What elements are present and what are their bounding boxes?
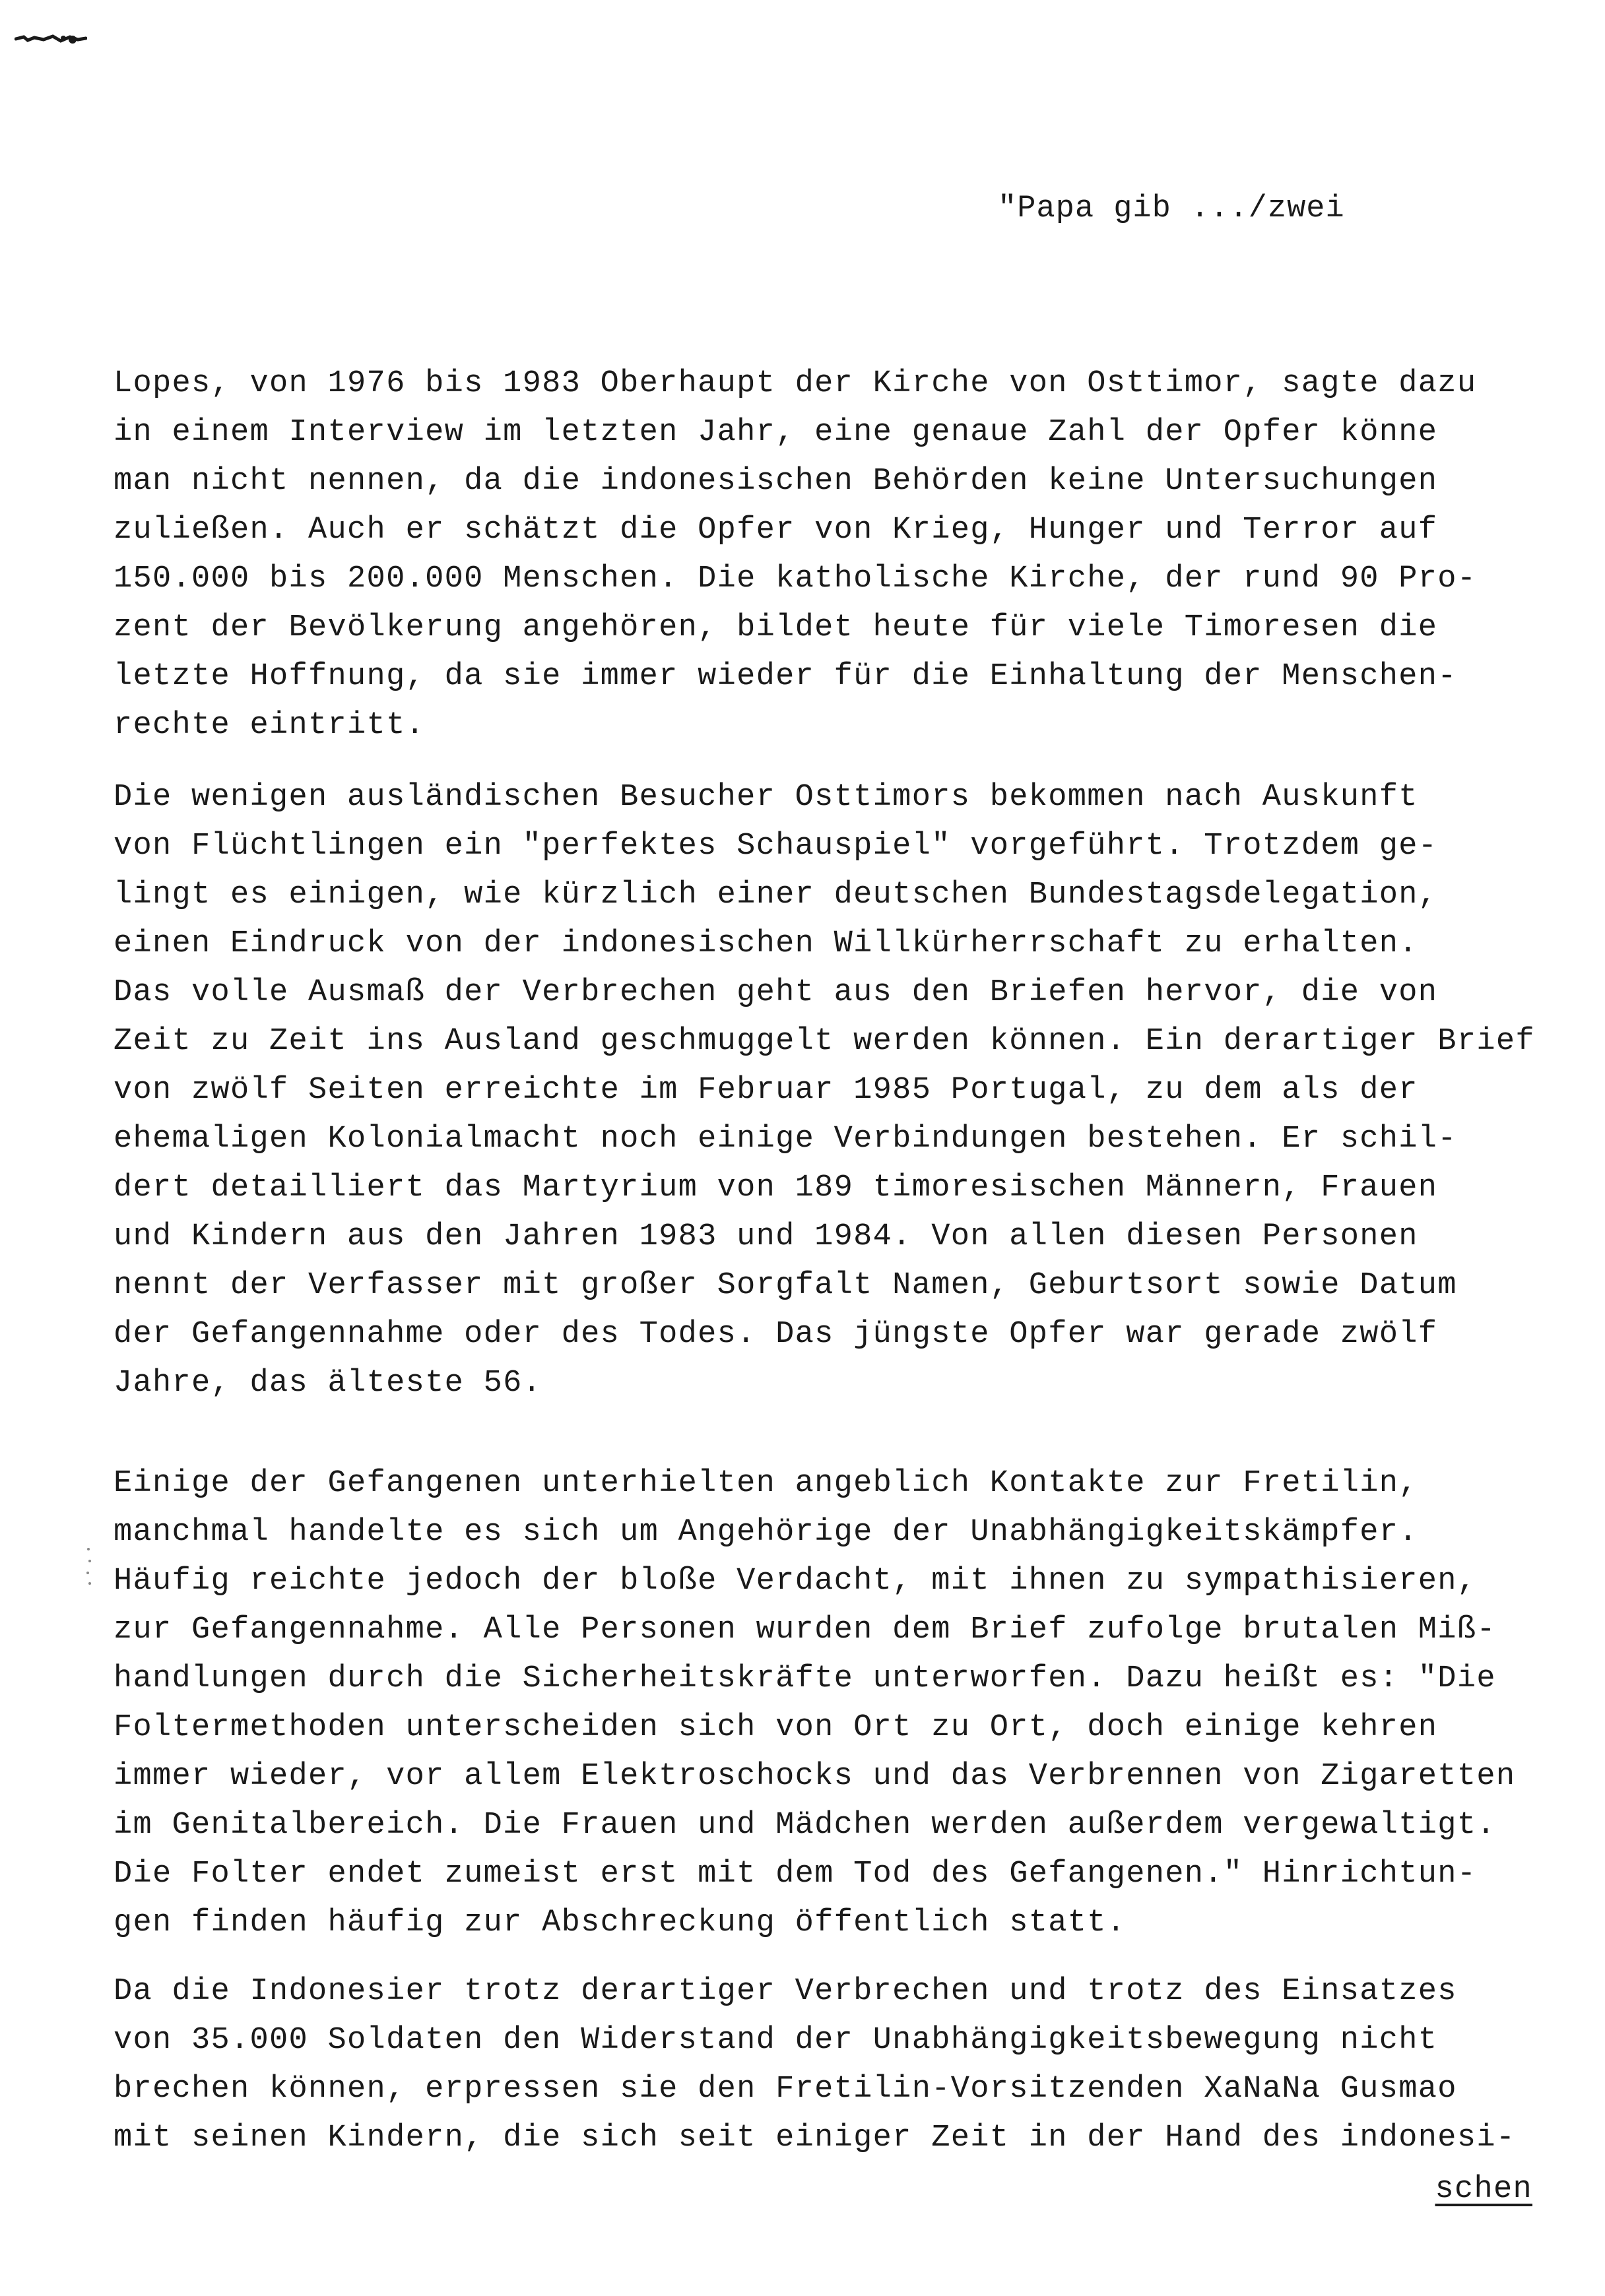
paragraph-2 bbox=[114, 773, 1546, 1408]
text-line: letzte Hoffnung, da sie immer wieder für die Einhaltung der Menschen- bbox=[114, 659, 1457, 694]
text-line: im Genitalbereich. Die Frauen und Mädchen werden außerdem vergewaltigt. bbox=[114, 1808, 1496, 1843]
text-line: handlungen durch die Sicherheitskräfte unterworfen. Dazu heißt es: "Die bbox=[114, 1661, 1496, 1696]
text-line: zur Gefangennahme. Alle Personen wurden dem Brief zufolge brutalen Miß- bbox=[114, 1612, 1496, 1647]
text-line: Zeit zu Zeit ins Ausland geschmuggelt werden können. Ein derartiger Brief bbox=[114, 1024, 1535, 1059]
text-line: Die Folter endet zumeist erst mit dem Tod des Gefangenen." Hinrichtun- bbox=[114, 1857, 1477, 1892]
text-line: Die wenigen ausländischen Besucher Osttimors bekommen nach Auskunft bbox=[114, 780, 1418, 815]
text-line: immer wieder, vor allem Elektroschocks und das Verbrennen von Zigaretten bbox=[114, 1759, 1516, 1794]
text-line: brechen können, erpressen sie den Fretilin-Vorsitzenden XaNaNa Gusmao bbox=[114, 2072, 1457, 2107]
text-line: in einem Interview im letzten Jahr, eine genaue Zahl der Opfer könne bbox=[114, 415, 1438, 450]
paragraph-4 bbox=[114, 1967, 1546, 2163]
text-line: von 35.000 Soldaten den Widerstand der Unabhängigkeitsbewegung nicht bbox=[114, 2023, 1438, 2058]
text-line: Häufig reichte jedoch der bloße Verdacht, mit ihnen zu sympathisieren, bbox=[114, 1564, 1477, 1599]
text-line: einen Eindruck von der indonesischen Willkürherrschaft zu erhalten. bbox=[114, 926, 1418, 961]
paragraph-3 bbox=[114, 1459, 1546, 1948]
text-line: mit seinen Kindern, die sich seit einiger Zeit in der Hand des indonesi- bbox=[114, 2121, 1516, 2155]
text-line: zent der Bevölkerung angehören, bildet heute für viele Timoresen die bbox=[114, 610, 1438, 645]
paragraph-1 bbox=[114, 360, 1546, 750]
page-header: "Papa gib .../zwei bbox=[998, 191, 1345, 226]
text-line: ehemaligen Kolonialmacht noch einige Verbindungen bestehen. Er schil- bbox=[114, 1122, 1457, 1157]
text-line: lingt es einigen, wie kürzlich einer deutschen Bundestagsdelegation, bbox=[114, 877, 1438, 912]
text-line: Da die Indonesier trotz derartiger Verbrechen und trotz des Einsatzes bbox=[114, 1974, 1457, 2009]
text-line: gen finden häufig zur Abschreckung öffentlich statt. bbox=[114, 1905, 1127, 1940]
margin-dots-mark bbox=[84, 1544, 94, 1590]
text-line: von zwölf Seiten erreichte im Februar 1985 Portugal, zu dem als der bbox=[114, 1073, 1418, 1108]
text-line: manchmal handelte es sich um Angehörige der Unabhängigkeitskämpfer. bbox=[114, 1515, 1418, 1550]
continuation-word: schen bbox=[1435, 2172, 1532, 2207]
text-line: und Kindern aus den Jahren 1983 und 1984. Von allen diesen Personen bbox=[114, 1219, 1418, 1254]
text-line: Foltermethoden unterscheiden sich von Ort zu Ort, doch einige kehren bbox=[114, 1710, 1438, 1745]
text-line: der Gefangennahme oder des Todes. Das jüngste Opfer war gerade zwölf bbox=[114, 1317, 1438, 1352]
text-line: man nicht nennen, da die indonesischen Behörden keine Untersuchungen bbox=[114, 464, 1438, 499]
text-line: Lopes, von 1976 bis 1983 Oberhaupt der Kirche von Osttimor, sagte dazu bbox=[114, 366, 1477, 401]
ink-smudge-mark bbox=[15, 32, 87, 46]
text-line: Jahre, das älteste 56. bbox=[114, 1366, 542, 1401]
text-line: 150.000 bis 200.000 Menschen. Die katholische Kirche, der rund 90 Pro- bbox=[114, 561, 1477, 596]
text-line: Einige der Gefangenen unterhielten angeblich Kontakte zur Fretilin, bbox=[114, 1466, 1418, 1501]
text-line: dert detailliert das Martyrium von 189 timoresischen Männern, Frauen bbox=[114, 1170, 1438, 1205]
text-line: von Flüchtlingen ein "perfektes Schauspiel" vorgeführt. Trotzdem ge- bbox=[114, 829, 1438, 864]
text-line: Das volle Ausmaß der Verbrechen geht aus den Briefen hervor, die von bbox=[114, 975, 1438, 1010]
text-line: rechte eintritt. bbox=[114, 708, 426, 743]
text-line: nennt der Verfasser mit großer Sorgfalt Namen, Geburtsort sowie Datum bbox=[114, 1268, 1457, 1303]
text-line: zuließen. Auch er schätzt die Opfer von Krieg, Hunger und Terror auf bbox=[114, 513, 1438, 548]
